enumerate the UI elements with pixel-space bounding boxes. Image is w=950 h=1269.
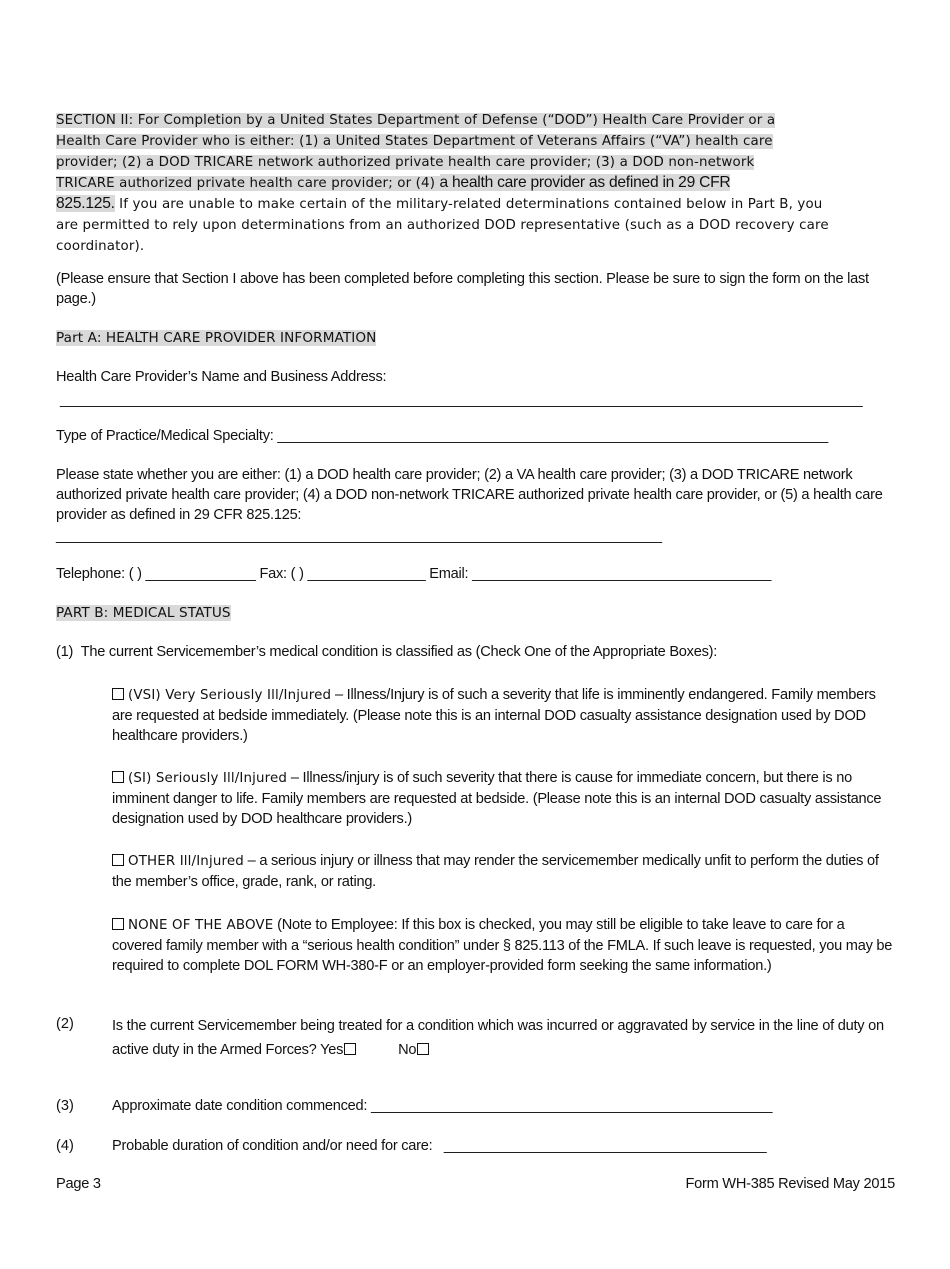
provider-type-text: Please state whether you are either: (1) a DOD health care provider; (2) a VA health care provider; (3) a DOD TRICARE network authorized private health care provider; (4) a DOD non-network TRICARE authorized private health care provider, or (5) a health care provider as defined in 29 CFR 825.125: (56, 467, 883, 523)
section-2-intro (56, 110, 898, 257)
question-2 (112, 1014, 898, 1062)
other-label: OTHER Ill/Injured (128, 854, 244, 869)
option-vsi (112, 685, 898, 746)
option-none (112, 915, 898, 976)
question-1 (56, 642, 717, 662)
section-2-line-6: are permitted to rely upon determinations from an authorized DOD representative (such as a DOD recovery care (56, 218, 829, 233)
question-4-field[interactable]: _________________________________________ (443, 1138, 767, 1154)
section-2-line-5b: If you are unable to make certain of the military-related determinations contained below in Part B, you (114, 197, 823, 212)
si-label: (SI) Seriously Ill/Injured (128, 771, 288, 786)
question-1-number: (1) (56, 644, 74, 660)
option-si (112, 768, 898, 829)
none-checkbox[interactable] (112, 918, 124, 930)
option-other (112, 851, 898, 892)
section-2-line-7: coordinator). (56, 239, 145, 254)
section-2-line-1: SECTION II: For Completion by a United States Department of Defense (“DOD”) Health Care Provider or a (56, 113, 776, 128)
part-a-heading: Part A: HEALTH CARE PROVIDER INFORMATION (56, 330, 377, 346)
practice-label: Type of Practice/Medical Specialty: (56, 428, 278, 444)
section-2-line-4b: a health care provider as defined in 29 CFR (439, 174, 731, 191)
section-2-line-4a: TRICARE authorized private health care provider; or (4) (56, 176, 440, 191)
question-2-number: (2) (56, 1016, 74, 1032)
other-text: – a serious injury or illness that may render the servicemember medically unfit to perform the duties of the member’s office, grade, rank, or rating. (112, 853, 879, 890)
form-revision: Form WH-385 Revised May 2015 (685, 1176, 895, 1192)
question-3-text: Approximate date condition commenced: (112, 1098, 372, 1114)
si-checkbox[interactable] (112, 771, 124, 783)
provider-type-field[interactable]: _____________________________________________________________________________ (56, 528, 662, 544)
question-4-text: Probable duration of condition and/or need for care: (112, 1138, 444, 1154)
question-2-text: Is the current Servicemember being treated for a condition which was incurred or aggravated by service in the line of duty on active duty in the Armed Forces? (112, 1018, 884, 1058)
provider-name-label: Health Care Provider’s Name and Business Address: (56, 369, 387, 385)
contact-row[interactable]: Telephone: ( ) ______________ Fax: ( ) _______________ Email: ______________________________________ (56, 566, 772, 582)
none-label: NONE OF THE ABOVE (128, 918, 274, 933)
vsi-checkbox[interactable] (112, 688, 124, 700)
none-text: (Note to Employee: If this box is checked, you may still be eligible to take leave to care for a covered family member with a “serious health condition” under § 825.113 of the FMLA. If such leave is requested, you may be required to complete DOL FORM WH-380-F or an employer-provided form seeking the same information.) (112, 917, 893, 974)
question-4 (112, 1136, 898, 1156)
practice-row (56, 426, 828, 446)
ensure-note: (Please ensure that Section I above has been completed before completing this section. Please be sure to sign the form on the last page.) (56, 271, 869, 307)
section-2-line-2: Health Care Provider who is either: (1) a United States Department of Veterans Affairs (“VA”) health care (56, 134, 773, 149)
question-4-number: (4) (56, 1138, 74, 1154)
no-checkbox[interactable] (417, 1043, 429, 1055)
part-b-heading: PART B: MEDICAL STATUS (56, 605, 231, 621)
page-number: Page 3 (56, 1176, 101, 1192)
yes-label: Yes (320, 1042, 344, 1058)
no-label: No (398, 1042, 417, 1058)
question-3 (112, 1096, 898, 1116)
other-checkbox[interactable] (112, 854, 124, 866)
vsi-text: – Illness/Injury is of such a severity that life is imminently endangered. Family members are requested at bedside immediately. (Please note this is an internal DOD casualty assistance designation used by DOD healthcare providers.) (112, 687, 876, 744)
practice-field[interactable]: ______________________________________________________________________ (277, 428, 829, 444)
si-text: – Illness/injury is of such severity that there is cause for immediate concern, but there is no imminent danger to life. Family members are requested at bedside. (Please note this is an internal DOD casualty assistance designation used by DOD healthcare providers.) (112, 770, 882, 827)
provider-name-field[interactable]: ______________________________________________________________________________________________________ (60, 392, 863, 408)
question-3-field[interactable]: ___________________________________________________ (371, 1098, 773, 1114)
section-2-line-5a: 825.125. (56, 195, 115, 212)
vsi-label: (VSI) Very Seriously Ill/Injured (128, 688, 332, 703)
question-3-number: (3) (56, 1098, 74, 1114)
question-1-text: The current Servicemember’s medical condition is classified as (Check One of the Appropriate Boxes): (80, 644, 718, 660)
section-2-line-3: provider; (2) a DOD TRICARE network authorized private health care provider; (3) a DOD non-network (56, 155, 755, 170)
yes-checkbox[interactable] (344, 1043, 356, 1055)
